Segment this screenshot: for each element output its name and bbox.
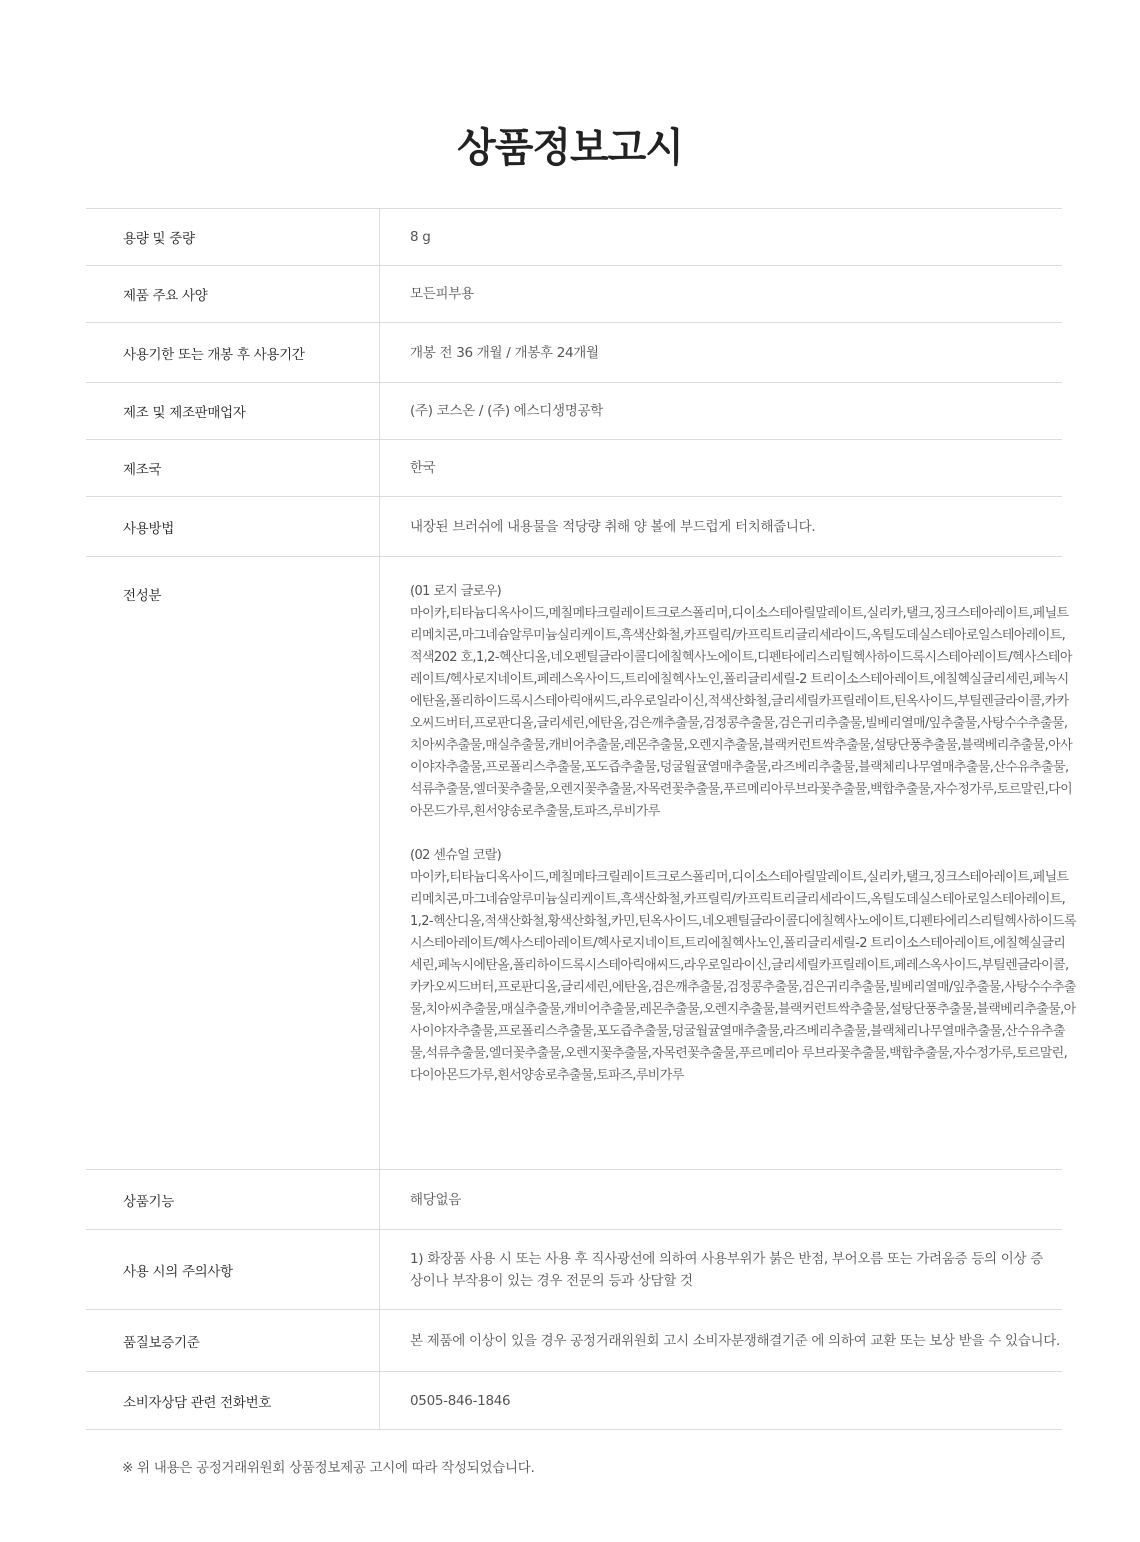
- table-row: [86, 266, 1062, 323]
- ingredient-text: 마이카,티타늄디옥사이드,메칠메타크릴레이트크로스폴리머,디이소스테아릴말레이트,실리카,탤크,징크스테아레이트,페닐트리메치콘,마그네슘알루미늄실리케이트,흑색산화철,카프릴릭/카프릭트리글리세라이드,옥틸도데실스테아로일스테아레이트,적색202 호,1,2-헥산디올,네오펜틸글라이콜디에칠헥사노에이트,디펜타에리스리틸헥사하이드록시스테아레이트/헥사스테아레이트/헥사로지네이트,페레스옥사이드,트리에칠헥사노인,폴리글리세릴-2 트리이소스테아레이트,에칠헥실글리세린,페녹시에탄올,폴리하이드록시스테아릭애씨드,라우로일라이신,적색산화철,글리세릴카프릴레이트,틴옥사이드,부틸렌글라이콜,카카오씨드버터,프로판디올,글리세린,에탄올,검은깨추출물,검정콩추출물,검은귀리추출물,빌베리열매/잎추출물,사탕수수추출물,치아씨추출물,매실추출물,캐비어추출물,레몬추출물,오렌지추출물,블랙커런트싹추출물,설탕단풍추출물,블랙베리추출물,아사이야자추출물,프로폴리스추출물,포도즙추출물,덩굴월귤열매추출물,라즈베리추출물,블랙체리나무열매추출물,산수유추출물,석류추출물,엘더꽃추출물,오렌지꽃추출물,자목련꽃추출물,푸르메리아루브라꽃추출물,백합추출물,자수정가루,토르말린,다이아몬드가루,흰서양송로추출물,토파즈,루비가루: [410, 606, 1073, 819]
- ingredient-variant-name: (01 로지 글로우): [410, 584, 502, 599]
- row-value-usage: 내장된 브러쉬에 내용물을 적당량 취해 양 볼에 부드럽게 터치해줍니다.: [410, 518, 816, 535]
- table-row: [86, 1170, 1062, 1230]
- row-value-quality: 본 제품에 이상이 있을 경우 공정거래위원회 고시 소비자분쟁해결기준 에 의하여 교환 또는 보상 받을 수 있습니다.: [410, 1332, 1060, 1349]
- ingredient-text: 마이카,티타늄디옥사이드,메칠메타크릴레이트크로스폴리머,디이소스테아릴말레이트,실리카,탤크,징크스테아레이트,페닐트리메치콘,마그네슘알루미늄실리케이트,흑색산화철,카프릴릭/카프릭트리글리세라이드,옥틸도데실스테아로일스테아레이트,1,2-헥산디올,적색산화철,황색산화철,카민,틴옥사이드,네오펜틸글라이콜디에칠헥사노에이트,디펜타에리스리틸헥사하이드록시스테아레이트/헥사스테아레이트/헥사로지네이트,트리에칠헥사노인,폴리글리세릴-2 트리이소스테아레이트,에칠헥실글리세린,페녹시에탄올,폴리하이드록시스테아릭애씨드,라우로일라이신,글리세릴카프릴레이트,페레스옥사이드,부틸렌글라이콜,카카오씨드버터,프로판디올,글리세린,에탄올,검은깨추출물,검정콩추출물,검은귀리추출물,빌베리열매/잎추출물,사탕수수추출물,치아씨추출물,매실추출물,캐비어추출물,레몬추출물,오렌지추출물,블랙커런트싹추출물,설탕단풍추출물,블랙베리추출물,아사이야자추출물,프로폴리스추출물,포도즙추출물,덩굴월귤열매추출물,라즈베리추출물,블랙체리나무열매추출물,산수유추출물,석류추출물,엘더꽃추출물,오렌지꽃추출물,자목련꽃추출물,푸르메리아 루브라꽃추출물,백합추출물,자수정가루,토르말린,다이아몬드가루,흰서양송로추출물,토파즈,루비가루: [410, 870, 1076, 1083]
- row-value-caution: [380, 1230, 1062, 1309]
- ingredient-block: [410, 845, 1076, 1087]
- ingredients-list: [410, 581, 1076, 1087]
- table-row: [86, 383, 1062, 440]
- row-value-expiry: 개봉 전 36 개월 / 개봉후 24개월: [410, 344, 599, 361]
- table-row: [86, 1372, 1062, 1430]
- row-value-country: 한국: [410, 460, 436, 476]
- row-label-usage: 사용방법: [86, 497, 380, 556]
- row-value-spec: 모든피부용: [410, 286, 474, 302]
- caution-text: 1) 화장품 사용 시 또는 사용 후 직사광선에 의하여 사용부위가 붉은 반점, 부어오름 또는 가려움증 등의 이상 증상이나 부작용이 있는 경우 전문의 등과 상담할 것: [410, 1250, 1043, 1289]
- footnote: ※ 위 내용은 공정거래위원회 상품정보제공 고시에 따라 작성되었습니다.: [122, 1460, 535, 1476]
- row-label-manufacturer: 제조 및 제조판매업자: [86, 383, 380, 439]
- product-info-table: [86, 208, 1076, 1430]
- table-row: [86, 323, 1062, 383]
- table-row: [86, 209, 1062, 266]
- row-value-function: 해당없음: [410, 1191, 461, 1208]
- page-title: 상품정보고시: [457, 125, 683, 171]
- row-value-manufacturer: (주) 코스온 / (주) 에스디생명공학: [410, 403, 603, 419]
- row-label-country: 제조국: [86, 440, 380, 496]
- row-label-spec: 제품 주요 사양: [86, 266, 380, 322]
- row-label-expiry: 사용기한 또는 개봉 후 사용기간: [86, 323, 380, 382]
- table-row: [86, 440, 1062, 497]
- ingredient-block: [410, 581, 1076, 823]
- row-value-ingredients: [380, 557, 1076, 1169]
- row-label-caution: 사용 시의 주의사항: [86, 1230, 380, 1309]
- row-label-function: 상품기능: [86, 1170, 380, 1229]
- row-value-capacity: 8 g: [410, 229, 431, 245]
- ingredient-variant-name: (02 센슈얼 코랄): [410, 848, 502, 863]
- row-label-phone: 소비자상담 관련 전화번호: [86, 1372, 380, 1429]
- table-row: [86, 1230, 1062, 1310]
- table-row-ingredients: [86, 557, 1076, 1170]
- table-row: [86, 497, 1062, 557]
- table-row: [86, 1310, 1062, 1372]
- row-value-phone: 0505-846-1846: [410, 1392, 511, 1409]
- row-label-quality: 품질보증기준: [86, 1310, 380, 1371]
- row-label-capacity: 용량 및 중량: [86, 209, 380, 265]
- row-label-ingredients: 전성분: [86, 557, 380, 1169]
